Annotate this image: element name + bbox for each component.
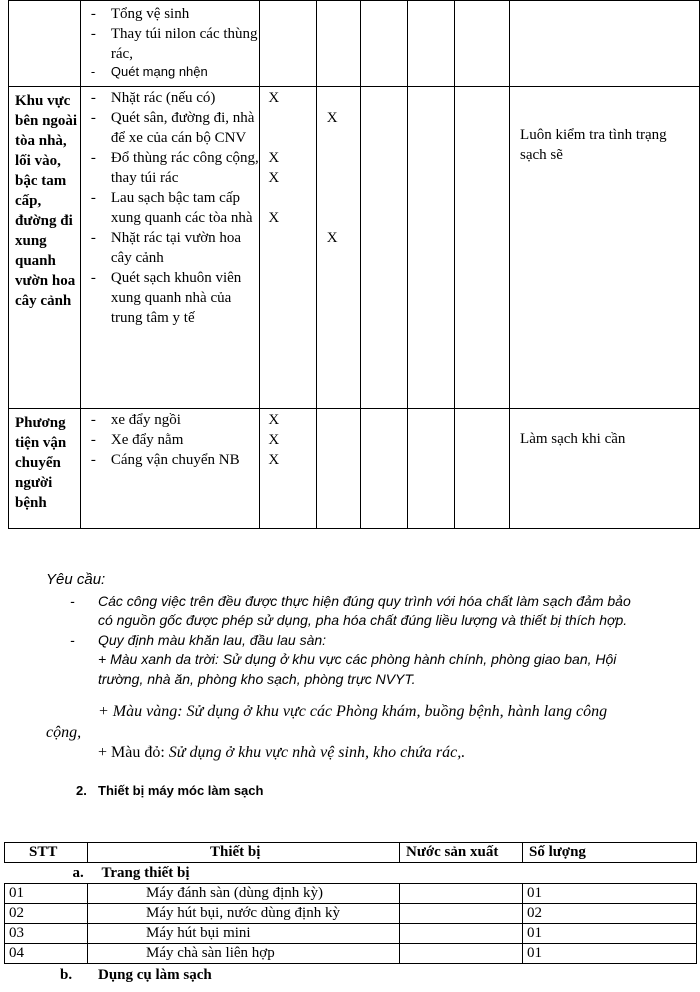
check-mark: X bbox=[268, 412, 280, 428]
cell-qty: 02 bbox=[523, 904, 697, 924]
group-a: a. Trang thiết bị bbox=[5, 863, 697, 884]
cell-device: Máy hút bụi, nước dùng định kỳ bbox=[88, 904, 400, 924]
color-rule-red: + Màu đỏ: Sử dụng ở khu vực nhà vệ sinh, kho chứa rác,. bbox=[98, 744, 466, 761]
requirements-title: Yêu cầu: bbox=[46, 571, 106, 588]
requirement-item-2: Quy định màu khăn lau, đầu lau sàn: bbox=[98, 632, 327, 648]
check-mark: X bbox=[326, 230, 338, 246]
header-device: Thiết bị bbox=[88, 843, 400, 863]
table-header-row bbox=[5, 843, 697, 863]
requirement-dash: - bbox=[70, 632, 75, 648]
cleaning-schedule-table bbox=[8, 0, 700, 529]
table-row bbox=[5, 884, 697, 904]
check-mark: X bbox=[268, 210, 280, 226]
table-row bbox=[5, 904, 697, 924]
list-item: - Nhặt rác (nếu có) bbox=[90, 90, 216, 106]
category-cell bbox=[9, 1, 81, 87]
check-mark: X bbox=[268, 170, 280, 186]
list-item: - Lau sạch bậc tam cấp xung quanh các tòa nhà bbox=[90, 190, 253, 226]
tasks-cell bbox=[80, 87, 259, 409]
list-item: - Cáng vận chuyển NB bbox=[90, 452, 240, 468]
check-mark: X bbox=[268, 150, 280, 166]
group-row bbox=[5, 863, 697, 884]
group-b-label: Dụng cụ làm sạch bbox=[98, 967, 212, 983]
color-rule-yellow-cont: cộng, bbox=[46, 724, 82, 741]
cell-device: Máy đánh sàn (dùng định kỳ) bbox=[88, 884, 400, 904]
category-cell: Khu vực bên ngoài tòa nhà, lối vào, bậc tam cấp, đường đi xung quanh vườn hoa cây cảnh bbox=[9, 87, 81, 409]
cell-origin bbox=[400, 884, 523, 904]
color-rule-yellow: + Màu vàng: Sử dụng ở khu vực các Phòng khám, buồng bệnh, hành lang công bbox=[98, 703, 608, 720]
list-item: - Quét sạch khuôn viên xung quanh nhà của trung tâm y tế bbox=[90, 270, 242, 326]
frequency-cell bbox=[260, 409, 316, 529]
section-number: 2. bbox=[76, 783, 87, 798]
list-item: - xe đẩy ngồi bbox=[90, 412, 181, 428]
list-item: - Thay túi nilon các thùng rác, bbox=[90, 26, 258, 62]
cell-origin bbox=[400, 904, 523, 924]
check-mark: X bbox=[268, 432, 280, 448]
check-mark: X bbox=[268, 90, 280, 106]
cell-device: Máy chà sàn liên hợp bbox=[88, 944, 400, 964]
frequency-cell bbox=[260, 87, 316, 409]
group-b-letter: b. bbox=[60, 967, 73, 983]
equipment-table bbox=[4, 842, 697, 964]
table-row bbox=[5, 924, 697, 944]
list-item: - Quét mạng nhện bbox=[90, 64, 208, 79]
list-item: - Đổ thùng rác công cộng, thay túi rác bbox=[90, 150, 259, 186]
list-item: - Quét sân, đường đi, nhà để xe của cán bộ CNV bbox=[90, 110, 255, 146]
cell-device: Máy hút bụi mini bbox=[88, 924, 400, 944]
tasks-cell bbox=[80, 1, 259, 87]
cell-origin bbox=[400, 944, 523, 964]
list-item: - Tổng vệ sinh bbox=[90, 6, 190, 22]
cell-qty: 01 bbox=[523, 924, 697, 944]
list-item: - Xe đẩy nằm bbox=[90, 432, 184, 448]
list-item: - Nhặt rác tại vườn hoa cây cảnh bbox=[90, 230, 242, 266]
note-cell: Làm sạch khi cần bbox=[510, 409, 700, 529]
table-row bbox=[9, 409, 700, 529]
color-rule-blue: + Màu xanh da trời: Sử dụng ở khu vực các phòng hành chính, phòng giao ban, Hội bbox=[98, 651, 617, 667]
category-cell: Phương tiện vận chuyển người bệnh bbox=[9, 409, 81, 529]
tasks-cell bbox=[80, 409, 259, 529]
cell-qty: 01 bbox=[523, 944, 697, 964]
table-row bbox=[9, 87, 700, 409]
header-quantity: Số lượng bbox=[523, 843, 697, 863]
requirement-dash: - bbox=[70, 593, 75, 609]
check-mark: X bbox=[268, 452, 280, 468]
cell-qty: 01 bbox=[523, 884, 697, 904]
header-origin: Nước sản xuất bbox=[400, 843, 523, 863]
cell-stt: 01 bbox=[5, 884, 88, 904]
frequency-cell bbox=[316, 87, 361, 409]
header-stt: STT bbox=[5, 843, 88, 863]
note-cell: Luôn kiểm tra tình trạng sạch sẽ bbox=[510, 87, 700, 409]
table-row bbox=[9, 1, 700, 87]
requirement-item-1-cont: có nguồn gốc được phép sử dụng, pha hóa chất đúng liều lượng và thiết bị thích hợp. bbox=[98, 612, 628, 628]
check-mark: X bbox=[326, 110, 338, 126]
cell-stt: 03 bbox=[5, 924, 88, 944]
cell-origin bbox=[400, 924, 523, 944]
table-row bbox=[5, 944, 697, 964]
cell-stt: 02 bbox=[5, 904, 88, 924]
color-rule-blue-cont: trường, nhà ăn, phòng kho sạch, phòng trực NVYT. bbox=[98, 671, 416, 687]
section-title: Thiết bị máy móc làm sạch bbox=[98, 783, 264, 798]
cell-stt: 04 bbox=[5, 944, 88, 964]
requirement-item-1: Các công việc trên đều được thực hiện đúng quy trình với hóa chất làm sạch đảm bảo bbox=[98, 593, 631, 609]
